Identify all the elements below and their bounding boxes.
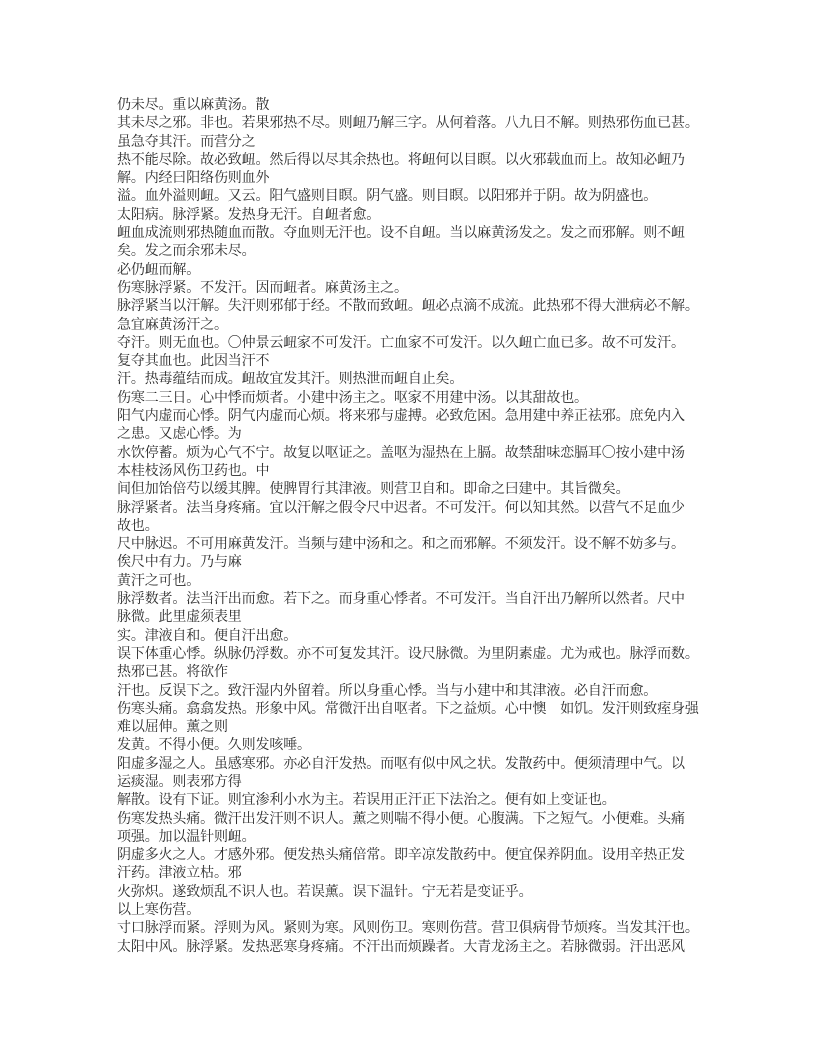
text-line: 伤寒脉浮紧。不发汗。因而衄者。麻黄汤主之。 [117,280,408,296]
text-line: 实。津液自和。便自汗出愈。 [117,628,298,644]
text-line: 脉浮紧者。法当身疼痛。宜以汗解之假令尺中迟者。不可发汗。何以知其然。以营气不足血少 [117,500,685,516]
text-line: 汗药。津液立枯。邪 [117,866,242,882]
text-line: 水饮停蓄。烦为心气不宁。故复以呕证之。盖呕为湿热在上膈。故禁甜味恋膈耳〇按小建中汤 [117,445,685,461]
text-line: 阳气内虚而心悸。阴气内虚而心烦。将来邪与虚搏。必致危困。急用建中养正祛邪。庶免内入 [117,409,685,425]
text-line: 其未尽之邪。非也。若果邪热不尽。则衄乃解三字。从何着落。八九日不解。则热邪伤血已甚。 [117,116,699,132]
text-line: 矣。发之而余邪未尽。 [117,244,256,260]
text-block [117,97,706,957]
text-line: 急宜麻黄汤汗之。 [117,317,228,333]
text-line: 难以屈伸。薰之则 [117,720,228,736]
text-line: 故也。 [117,518,159,534]
text-line: 汗。热毒蕴结而成。衄故宜发其汗。则热泄而衄自止矣。 [117,372,464,388]
text-line: 以上寒伤营。 [117,903,201,919]
text-line: 脉微。此里虚须表里 [117,610,242,626]
text-line: 脉浮紧当以汗解。失汗则邪郁于经。不散而致衄。衄必点滴不成流。此热邪不得大泄病必不解。 [117,299,699,315]
text-line: 伤寒头痛。翕翕发热。形象中风。常微汗出自呕者。下之益烦。心中懊 如饥。发汗则致痓身强 [117,701,699,717]
text-line: 尺中脉迟。不可用麻黄发汗。当频与建中汤和之。和之而邪解。不须发汗。设不解不妨多与。 [117,537,685,553]
text-line: 夺汗。则无血也。〇仲景云衄家不可发汗。亡血家不可发汗。以久衄亡血已多。故不可发汗。 [117,335,685,351]
text-line: 发黄。不得小便。久则发咳唾。 [117,738,311,754]
text-line: 阳虚多湿之人。虽感寒邪。亦必自汗发热。而呕有似中风之状。发散药中。便须清理中气。以 [117,756,685,772]
text-line: 之患。又虑心悸。为 [117,427,242,443]
text-line: 项强。加以温针则衄。 [117,829,256,845]
text-line: 火弥炽。遂致烦乱不识人也。若误薰。误下温针。宁无若是变证乎。 [117,884,533,900]
text-line: 伤寒发热头痛。微汗出发汗则不识人。薰之则喘不得小便。心腹满。下之短气。小便难。头痛 [117,811,685,827]
text-line: 误下体重心悸。纵脉仍浮数。亦不可复发其汗。设尺脉微。为里阴素虚。尤为戒也。脉浮而数。 [117,646,699,662]
text-line: 虽急夺其汗。而营分之 [117,134,256,150]
text-line: 衄血成流则邪热随血而散。夺血则无汗也。设不自衄。当以麻黄汤发之。发之而邪解。则不衄 [117,226,685,242]
text-line: 解。内经曰阳络伤则血外 [117,171,270,187]
text-line: 热邪已甚。将欲作 [117,665,228,681]
text-line: 汗也。反误下之。致汗湿内外留着。所以身重心悸。当与小建中和其津液。必自汗而愈。 [117,683,658,699]
text-line: 间但加饴倍芍以缓其脾。使脾胃行其津液。则营卫自和。即命之曰建中。其旨微矣。 [117,482,630,498]
text-line: 解散。设有下证。则宜渗利小水为主。若误用正汗正下法治之。便有如上变证也。 [117,793,616,809]
text-line: 太阳中风。脉浮紧。发热恶寒身疼痛。不汗出而烦躁者。大青龙汤主之。若脉微弱。汗出恶风 [117,939,685,955]
text-line: 复夺其血也。此因当汗不 [117,354,270,370]
text-line: 必仍衄而解。 [117,262,201,278]
text-line: 黄汗之可也。 [117,573,201,589]
text-line: 溢。血外溢则衄。又云。阳气盛则目瞑。阴气盛。则目瞑。以阳邪并于阴。故为阴盛也。 [117,189,658,205]
text-line: 本桂枝汤风伤卫药也。中 [117,463,270,479]
text-line: 伤寒二三日。心中悸而烦者。小建中汤主之。呕家不用建中汤。以其甜故也。 [117,390,588,406]
text-line: 热不能尽除。故必致衄。然后得以尽其余热也。将衄何以目瞑。以火邪载血而上。故知必衄乃 [117,152,685,168]
text-line: 运痰湿。则表邪方得 [117,774,242,790]
text-line: 寸口脉浮而紧。浮则为风。紧则为寒。风则伤卫。寒则伤营。营卫俱病骨节烦疼。当发其汗也。 [117,921,699,937]
text-line: 太阳病。脉浮紧。发热身无汗。自衄者愈。 [117,207,381,223]
text-line: 阴虚多火之人。才感外邪。便发热头痛倍常。即辛凉发散药中。便宜保养阴血。设用辛热正发 [117,848,685,864]
text-line: 脉浮数者。法当汗出而愈。若下之。而身重心悸者。不可发汗。当自汗出乃解所以然者。尺中 [117,592,685,608]
text-line: 仍未尽。重以麻黄汤。散 [117,98,270,113]
text-line: 俟尺中有力。乃与麻 [117,555,242,571]
